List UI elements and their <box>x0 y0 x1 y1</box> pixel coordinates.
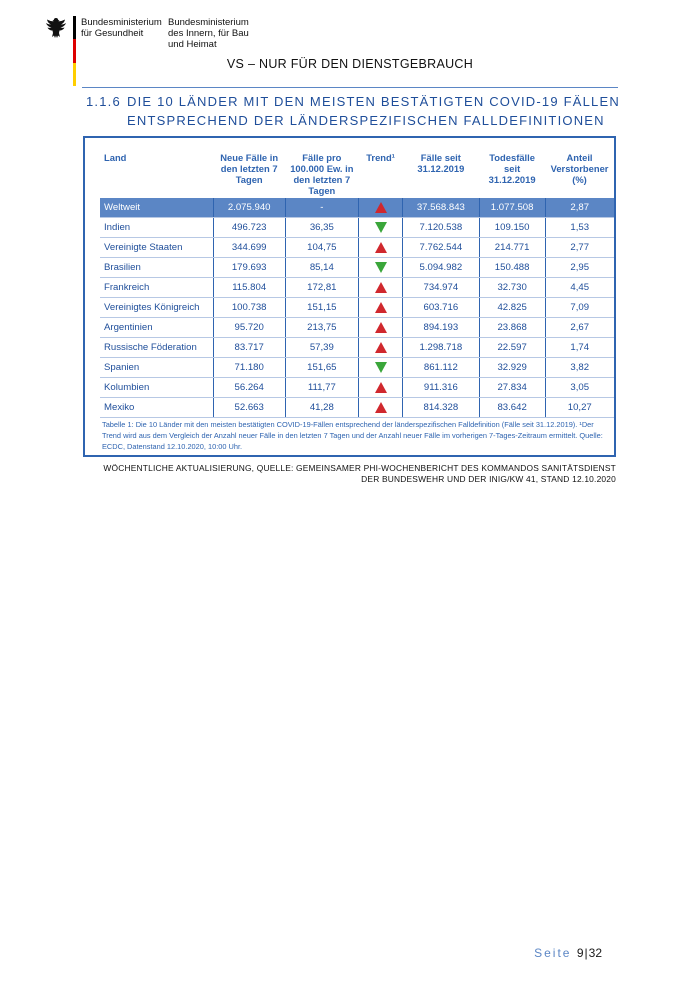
cell-cases-per-100k: 85,14 <box>285 258 359 278</box>
cell-deaths: 23.868 <box>479 318 545 338</box>
cell-land: Russische Föderation <box>100 338 213 358</box>
cell-cases-per-100k: - <box>285 198 359 218</box>
cell-total-cases: 861.112 <box>402 358 479 378</box>
cell-trend <box>359 258 403 278</box>
page-number <box>534 946 602 960</box>
cell-new-cases: 52.663 <box>213 398 285 418</box>
cell-new-cases: 95.720 <box>213 318 285 338</box>
cell-total-cases: 5.094.982 <box>402 258 479 278</box>
federal-eagle-logo <box>44 16 68 40</box>
page-label: Seite <box>534 946 572 960</box>
cell-death-share: 10,27 <box>545 398 614 418</box>
table-row <box>100 358 614 378</box>
header-land: Land <box>104 152 127 163</box>
cell-death-share: 3,82 <box>545 358 614 378</box>
page-current: 9 <box>576 946 584 960</box>
section-heading <box>86 92 626 130</box>
cell-trend <box>359 238 403 258</box>
table-row <box>100 318 614 338</box>
cell-new-cases: 115.804 <box>213 278 285 298</box>
section-title-line2: ENTSPRECHEND DER LÄNDERSPEZIFISCHEN FALLDEFINITIONEN <box>127 113 605 128</box>
table-row <box>100 398 614 418</box>
table-header-row <box>100 148 614 198</box>
table-row <box>100 338 614 358</box>
cell-trend <box>359 318 403 338</box>
trend-down-icon <box>375 362 387 373</box>
header-deaths: Todesfälle seit 31.12.2019 <box>488 152 536 185</box>
cell-land: Mexiko <box>100 398 213 418</box>
cell-death-share: 4,45 <box>545 278 614 298</box>
cell-deaths: 1.077.508 <box>479 198 545 218</box>
cell-trend <box>359 218 403 238</box>
cell-total-cases: 911.316 <box>402 378 479 398</box>
cell-deaths: 27.834 <box>479 378 545 398</box>
trend-up-icon <box>375 282 387 293</box>
table-row <box>100 198 614 218</box>
header-death-share: Anteil Verstorbener (%) <box>550 152 609 185</box>
cell-land: Argentinien <box>100 318 213 338</box>
cell-land: Kolumbien <box>100 378 213 398</box>
table-row <box>100 278 614 298</box>
table-row <box>100 298 614 318</box>
header-trend: Trend¹ <box>366 152 395 163</box>
cell-cases-per-100k: 57,39 <box>285 338 359 358</box>
cell-death-share: 2,77 <box>545 238 614 258</box>
cell-deaths: 32.730 <box>479 278 545 298</box>
cell-cases-per-100k: 151,15 <box>285 298 359 318</box>
cell-trend <box>359 278 403 298</box>
table-row <box>100 218 614 238</box>
cell-death-share: 3,05 <box>545 378 614 398</box>
cell-total-cases: 603.716 <box>402 298 479 318</box>
cell-deaths: 22.597 <box>479 338 545 358</box>
cell-death-share: 2,95 <box>545 258 614 278</box>
cell-cases-per-100k: 41,28 <box>285 398 359 418</box>
trend-up-icon <box>375 342 387 353</box>
cell-cases-per-100k: 213,75 <box>285 318 359 338</box>
trend-up-icon <box>375 402 387 413</box>
trend-up-icon <box>375 202 387 213</box>
table-frame <box>83 136 616 457</box>
cell-deaths: 109.150 <box>479 218 545 238</box>
cell-trend <box>359 338 403 358</box>
trend-up-icon <box>375 322 387 333</box>
cell-land: Spanien <box>100 358 213 378</box>
cell-cases-per-100k: 36,35 <box>285 218 359 238</box>
letterhead <box>44 14 304 84</box>
trend-down-icon <box>375 262 387 273</box>
cell-new-cases: 100.738 <box>213 298 285 318</box>
cell-new-cases: 83.717 <box>213 338 285 358</box>
cell-total-cases: 1.298.718 <box>402 338 479 358</box>
cell-total-cases: 894.193 <box>402 318 479 338</box>
trend-up-icon <box>375 302 387 313</box>
header-total-cases: Fälle seit 31.12.2019 <box>417 152 465 174</box>
table-row <box>100 378 614 398</box>
section-divider <box>82 87 618 88</box>
cell-death-share: 1,53 <box>545 218 614 238</box>
cell-death-share: 7,09 <box>545 298 614 318</box>
trend-down-icon <box>375 222 387 233</box>
cell-trend <box>359 358 403 378</box>
classification-label: VS – NUR FÜR DEN DIENSTGEBRAUCH <box>226 57 474 71</box>
header-new-cases: Neue Fälle in den letzten 7 Tagen <box>220 152 279 185</box>
cell-deaths: 214.771 <box>479 238 545 258</box>
cell-death-share: 2,87 <box>545 198 614 218</box>
cell-new-cases: 2.075.940 <box>213 198 285 218</box>
page-total: 32 <box>588 946 602 960</box>
cell-new-cases: 496.723 <box>213 218 285 238</box>
cell-trend <box>359 198 403 218</box>
cell-deaths: 32.929 <box>479 358 545 378</box>
cell-cases-per-100k: 111,77 <box>285 378 359 398</box>
cell-new-cases: 344.699 <box>213 238 285 258</box>
cell-cases-per-100k: 104,75 <box>285 238 359 258</box>
cell-trend <box>359 398 403 418</box>
cell-land: Weltweit <box>100 198 213 218</box>
cell-total-cases: 734.974 <box>402 278 479 298</box>
source-line1: WÖCHENTLICHE AKTUALISIERUNG, QUELLE: GEMEINSAMER PHI-WOCHENBERICHT DES KOMMANDOS SANITÄTSDIENST <box>103 463 616 473</box>
trend-up-icon <box>375 242 387 253</box>
table-row <box>100 258 614 278</box>
cell-deaths: 83.642 <box>479 398 545 418</box>
cell-cases-per-100k: 172,81 <box>285 278 359 298</box>
cell-land: Frankreich <box>100 278 213 298</box>
cell-new-cases: 71.180 <box>213 358 285 378</box>
section-number: 1.1.6 <box>86 94 121 109</box>
cell-new-cases: 179.693 <box>213 258 285 278</box>
cell-new-cases: 56.264 <box>213 378 285 398</box>
cell-total-cases: 814.328 <box>402 398 479 418</box>
cell-total-cases: 7.762.544 <box>402 238 479 258</box>
cell-death-share: 2,67 <box>545 318 614 338</box>
cell-deaths: 42.825 <box>479 298 545 318</box>
source-line2: DER BUNDESWEHR UND DER INIG/KW 41, STAND 12.10.2020 <box>361 474 616 484</box>
cell-trend <box>359 378 403 398</box>
header-cases-per-100k: Fälle pro 100.000 Ew. in den letzten 7 Tagen <box>290 152 354 196</box>
cell-total-cases: 7.120.538 <box>402 218 479 238</box>
covid-countries-table <box>100 148 614 418</box>
cell-land: Indien <box>100 218 213 238</box>
cell-trend <box>359 298 403 318</box>
section-title-line1: DIE 10 LÄNDER MIT DEN MEISTEN BESTÄTIGTEN COVID-19 FÄLLEN <box>127 94 620 109</box>
cell-land: Vereinigtes Königreich <box>100 298 213 318</box>
cell-death-share: 1,74 <box>545 338 614 358</box>
source-note <box>86 463 616 485</box>
trend-up-icon <box>375 382 387 393</box>
german-flag-stripe <box>73 16 76 86</box>
table-row <box>100 238 614 258</box>
cell-land: Vereinigte Staaten <box>100 238 213 258</box>
cell-land: Brasilien <box>100 258 213 278</box>
cell-total-cases: 37.568.843 <box>402 198 479 218</box>
flag-black <box>73 16 76 39</box>
table-caption: Tabelle 1: Die 10 Länder mit den meisten bestätigten COVID-19-Fällen entsprechend der länderspezifischen Falldefinition (Fälle seit 31.12.2019). ¹Der Trend wird aus dem Vergleich der Anzahl neuer Fälle in den letzten 7 Tagen und der Anzahl neuer Fälle im vorherigen 7-Tages-Zeitraum ermittelt. Quelle: ECDC, Datenstand 12.10.2020, 10:00 Uhr. <box>102 420 603 451</box>
ministry-health-name: Bundesministerium für Gesundheit <box>81 17 162 39</box>
page-separator: | <box>584 946 588 960</box>
cell-deaths: 150.488 <box>479 258 545 278</box>
cell-cases-per-100k: 151,65 <box>285 358 359 378</box>
ministry-interior-name: Bundesministerium des Innern, für Bau und Heimat <box>168 17 249 50</box>
